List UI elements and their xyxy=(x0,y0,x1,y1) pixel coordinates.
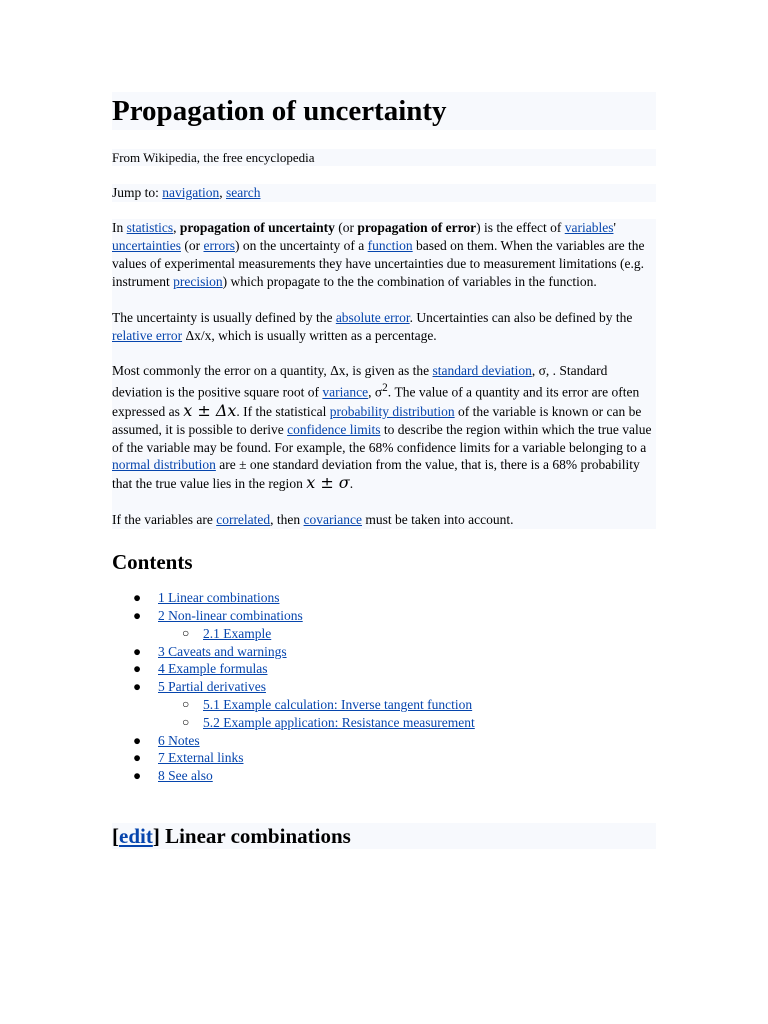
circle-bullet-icon: ○ xyxy=(182,714,190,729)
toc-link-caveats[interactable]: 3 Caveats and warnings xyxy=(158,643,287,659)
text: based on them. When the variables are the values of experimental measurements they have uncertainties due to measurement limitations (e.g. instrument xyxy=(112,237,645,289)
text: , xyxy=(173,220,180,235)
text: ' xyxy=(613,220,616,235)
confidence-limits-link[interactable]: confidence limits xyxy=(287,421,381,437)
tagline: From Wikipedia, the free encyclopedia xyxy=(112,149,656,166)
text: The uncertainty is usually defined by the xyxy=(112,309,336,325)
intro-paragraph-3 xyxy=(112,362,656,493)
toc-link-notes[interactable]: 6 Notes xyxy=(158,732,200,748)
text: to describe the region within which the true value of the variable may be found. For example, the 68% confidence limits for a variable belonging to a xyxy=(112,421,652,455)
jump-search-link[interactable]: search xyxy=(226,185,261,200)
toc-item xyxy=(112,607,656,625)
toc-subitem xyxy=(112,696,656,714)
text: . The value of a quantity and its error are often expressed as xyxy=(112,384,640,419)
jump-navigation-link[interactable]: navigation xyxy=(162,185,220,200)
text: . If the statistical xyxy=(236,403,330,419)
intro-paragraph-1 xyxy=(112,219,656,291)
intro-block xyxy=(112,219,656,529)
text: of the variable is known or can be assumed, it is possible to derive xyxy=(112,403,642,437)
math-x-plusminus-sigma: x ± σ xyxy=(306,473,350,493)
bullet-icon: ● xyxy=(133,607,142,623)
text: Most commonly the error on a quantity, Δx, is given as the xyxy=(112,363,433,379)
article xyxy=(112,92,656,849)
bracket: ] xyxy=(152,823,166,848)
toc-subitem xyxy=(112,625,656,643)
toc-link-resistance[interactable]: 5.2 Example application: Resistance measurement xyxy=(203,714,475,730)
bullet-icon: ● xyxy=(133,643,142,659)
jump-to xyxy=(112,184,656,202)
toc-link-non-linear-combinations[interactable]: 2 Non-linear combinations xyxy=(158,607,303,623)
toc-item xyxy=(112,589,656,607)
contents-heading: Contents xyxy=(112,550,193,575)
toc-link-example-formulas[interactable]: 4 Example formulas xyxy=(158,661,268,677)
toc-item xyxy=(112,732,656,750)
uncertainties-link[interactable]: uncertainties xyxy=(112,237,181,253)
intro-paragraph-2 xyxy=(112,309,656,345)
standard-deviation-link[interactable]: standard deviation xyxy=(432,363,532,379)
section-title: Linear combinations xyxy=(165,823,351,848)
bullet-icon: ● xyxy=(133,768,142,784)
edit-link[interactable]: edit xyxy=(119,823,153,848)
text: (or xyxy=(334,220,358,235)
bullet-icon: ● xyxy=(133,732,142,748)
toc-link-partial-derivatives[interactable]: 5 Partial derivatives xyxy=(158,679,266,695)
circle-bullet-icon: ○ xyxy=(182,625,190,640)
bullet-icon: ● xyxy=(133,750,142,766)
bullet-icon: ● xyxy=(133,679,142,695)
errors-link[interactable]: errors xyxy=(203,237,235,253)
toc-item xyxy=(112,678,656,696)
text: , then xyxy=(270,512,304,528)
toc-link-see-also[interactable]: 8 See also xyxy=(158,768,213,784)
toc-item xyxy=(112,660,656,678)
math-x-plusminus-dx: x ± Δx xyxy=(183,400,237,420)
text: , σ xyxy=(368,384,383,400)
statistics-link[interactable]: statistics xyxy=(126,220,174,235)
variance-link[interactable]: variance xyxy=(322,384,369,400)
toc-item xyxy=(112,767,656,785)
variables-link[interactable]: variables xyxy=(564,220,614,235)
bold-term: propagation of uncertainty xyxy=(179,220,335,235)
covariance-link[interactable]: covariance xyxy=(303,512,363,528)
circle-bullet-icon: ○ xyxy=(182,696,190,711)
precision-link[interactable]: precision xyxy=(173,273,223,289)
toc-item xyxy=(112,643,656,661)
toc-link-inverse-tangent[interactable]: 5.1 Example calculation: Inverse tangent function xyxy=(203,696,473,712)
bullet-icon: ● xyxy=(133,590,142,606)
text: must be taken into account. xyxy=(362,512,514,528)
normal-distribution-link[interactable]: normal distribution xyxy=(112,457,216,473)
text: . Uncertainties can also be defined by the xyxy=(409,309,633,325)
probability-distribution-link[interactable]: probability distribution xyxy=(329,403,455,419)
text: (or xyxy=(180,237,204,253)
intro-paragraph-4 xyxy=(112,511,656,529)
text: ) on the uncertainty of a xyxy=(234,237,368,253)
text: are ± one standard deviation from the value, that is, there is a 68% probability that the true value lies in the region xyxy=(112,457,640,492)
text: , σ, . Standard deviation is the positive square root of xyxy=(112,363,608,400)
jump-sep: , xyxy=(219,185,227,200)
toc-subitem xyxy=(112,714,656,732)
bracket: [ xyxy=(112,823,119,848)
toc-link-external-links[interactable]: 7 External links xyxy=(158,750,244,766)
toc-link-linear-combinations[interactable]: 1 Linear combinations xyxy=(158,590,280,606)
table-of-contents xyxy=(112,589,656,785)
superscript: 2 xyxy=(382,382,388,395)
function-link[interactable]: function xyxy=(367,237,413,253)
text: ) which propagate to the the combination of variables in the function. xyxy=(222,273,597,289)
section-heading-linear-combinations xyxy=(112,823,656,849)
bold-term: propagation of error xyxy=(357,220,477,235)
toc-item xyxy=(112,749,656,767)
text: If the variables are xyxy=(112,512,217,528)
text: . xyxy=(349,476,354,492)
text: ) is the effect of xyxy=(476,220,565,235)
text: Δx/x, which is usually written as a percentage. xyxy=(182,327,437,343)
absolute-error-link[interactable]: absolute error xyxy=(335,309,410,325)
text: In xyxy=(112,220,127,235)
page-title: Propagation of uncertainty xyxy=(112,92,656,130)
bullet-icon: ● xyxy=(133,661,142,677)
jump-prefix: Jump to: xyxy=(112,185,163,200)
toc-link-example[interactable]: 2.1 Example xyxy=(203,625,272,641)
correlated-link[interactable]: correlated xyxy=(216,512,271,528)
relative-error-link[interactable]: relative error xyxy=(112,327,183,343)
